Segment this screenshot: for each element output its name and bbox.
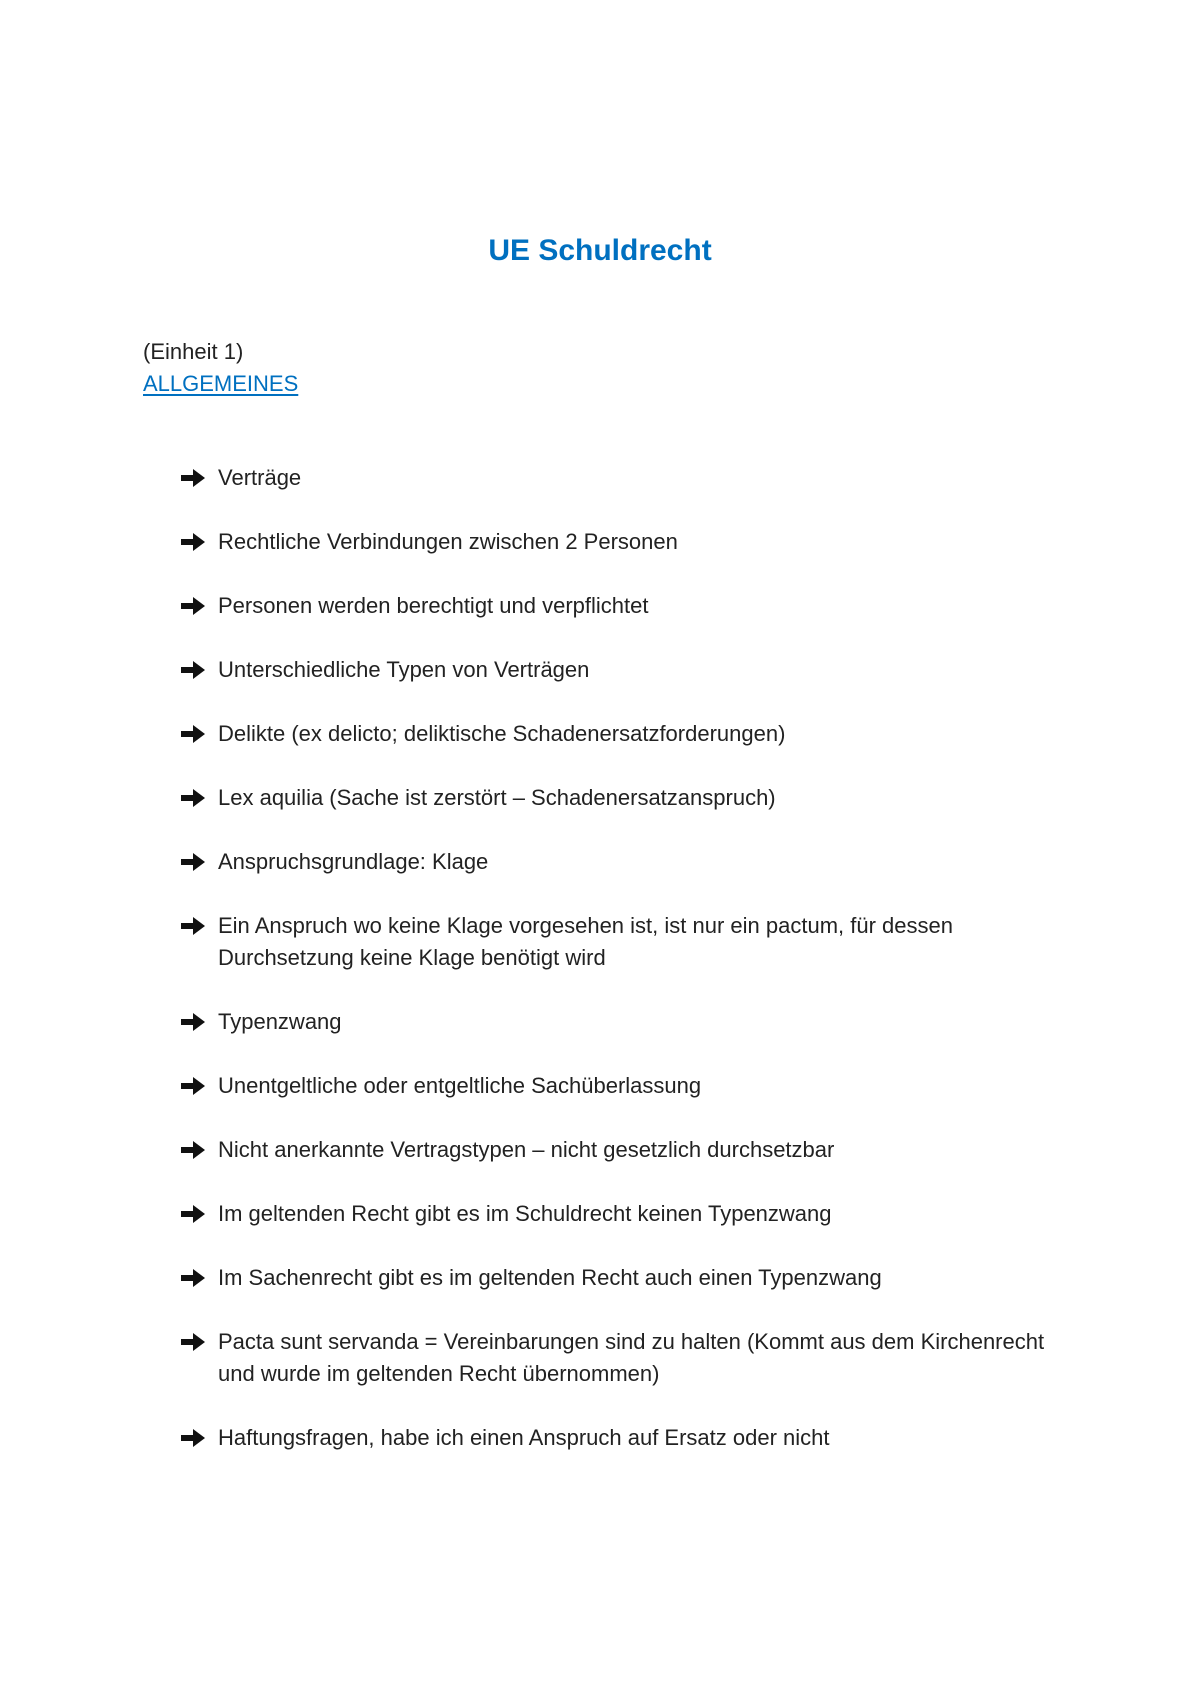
list-item-text: Anspruchsgrundlage: Klage [218, 849, 489, 874]
list-item [180, 910, 1060, 974]
right-arrow-icon [180, 1011, 206, 1033]
unit-label: (Einheit 1) [143, 339, 244, 364]
list-item [180, 1134, 1060, 1166]
page-title: UE Schuldrecht [488, 234, 712, 267]
list-item [180, 1198, 1060, 1230]
right-arrow-icon [180, 1203, 206, 1225]
list-item-text: Im Sachenrecht gibt es im geltenden Recht auch einen Typenzwang [218, 1265, 882, 1290]
list-item-text: Typenzwang [218, 1009, 342, 1034]
right-arrow-icon [180, 1139, 206, 1161]
bullet-list [180, 462, 1060, 1486]
list-item [180, 1422, 1060, 1454]
right-arrow-icon [180, 1075, 206, 1097]
right-arrow-icon [180, 915, 206, 937]
list-item [180, 1070, 1060, 1102]
right-arrow-icon [180, 1427, 206, 1449]
list-item [180, 590, 1060, 622]
section-heading: ALLGEMEINES [143, 371, 299, 396]
list-item-text: Personen werden berechtigt und verpflichtet [218, 593, 649, 618]
right-arrow-icon [180, 787, 206, 809]
right-arrow-icon [180, 595, 206, 617]
list-item-text: Pacta sunt servanda = Vereinbarungen sind zu halten (Kommt aus dem Kirchenrecht und wurde im geltenden Recht übernommen) [218, 1329, 1045, 1386]
right-arrow-icon [180, 1267, 206, 1289]
right-arrow-icon [180, 1331, 206, 1353]
right-arrow-icon [180, 531, 206, 553]
right-arrow-icon [180, 723, 206, 745]
list-item [180, 1006, 1060, 1038]
list-item-text: Ein Anspruch wo keine Klage vorgesehen ist, ist nur ein pactum, für dessen Durchsetzung keine Klage benötigt wird [218, 913, 953, 970]
list-item-text: Delikte (ex delicto; deliktische Schadenersatzforderungen) [218, 721, 786, 746]
list-item [180, 1326, 1060, 1390]
list-item-text: Lex aquilia (Sache ist zerstört – Schadenersatzanspruch) [218, 785, 776, 810]
list-item-text: Rechtliche Verbindungen zwischen 2 Personen [218, 529, 678, 554]
list-item-text: Haftungsfragen, habe ich einen Anspruch auf Ersatz oder nicht [218, 1425, 830, 1450]
list-item [180, 1262, 1060, 1294]
list-item-text: Im geltenden Recht gibt es im Schuldrecht keinen Typenzwang [218, 1201, 832, 1226]
list-item [180, 526, 1060, 558]
list-item-text: Unterschiedliche Typen von Verträgen [218, 657, 590, 682]
list-item-text: Unentgeltliche oder entgeltliche Sachüberlassung [218, 1073, 702, 1098]
list-item [180, 718, 1060, 750]
list-item [180, 846, 1060, 878]
list-item [180, 654, 1060, 686]
list-item-text: Nicht anerkannte Vertragstypen – nicht gesetzlich durchsetzbar [218, 1137, 835, 1162]
right-arrow-icon [180, 659, 206, 681]
list-item [180, 782, 1060, 814]
right-arrow-icon [180, 467, 206, 489]
list-item [180, 462, 1060, 494]
list-item-text: Verträge [218, 465, 302, 490]
right-arrow-icon [180, 851, 206, 873]
